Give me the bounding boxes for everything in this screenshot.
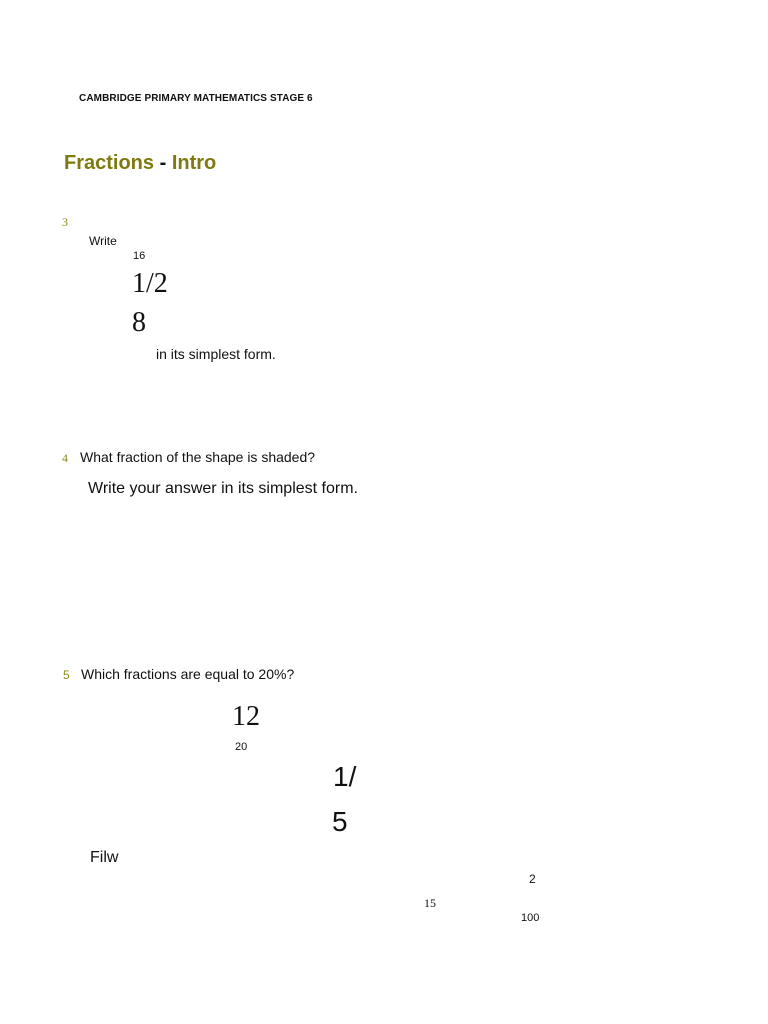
q4-instruction: Write your answer in its simplest form. bbox=[88, 480, 358, 497]
q3-numerator-16: 16 bbox=[133, 250, 146, 262]
q5-value-20: 20 bbox=[235, 741, 248, 753]
q5-value-1-slash: 1/ bbox=[333, 761, 357, 792]
question-number-3: 3 bbox=[62, 215, 68, 229]
q5-value-15: 15 bbox=[424, 896, 436, 910]
title-separator: - bbox=[159, 152, 167, 174]
q3-instruction: in its simplest form. bbox=[156, 346, 276, 362]
q5-question: Which fractions are equal to 20%? bbox=[81, 666, 295, 682]
q4-question: What fraction of the shape is shaded? bbox=[80, 449, 316, 465]
q3-write-label: Write bbox=[89, 234, 117, 248]
question-number-4: 4 bbox=[62, 451, 68, 465]
q3-fraction-half: 1/2 bbox=[132, 268, 168, 299]
title-fractions: Fractions bbox=[64, 152, 155, 174]
q5-value-100: 100 bbox=[521, 912, 540, 924]
title-intro: Intro bbox=[171, 152, 217, 174]
question-number-5: 5 bbox=[63, 668, 70, 682]
q5-value-12: 12 bbox=[232, 701, 260, 732]
q5-value-2: 2 bbox=[529, 872, 536, 886]
q5-fill-label: Filw bbox=[90, 849, 119, 866]
document-header: CAMBRIDGE PRIMARY MATHEMATICS STAGE 6 bbox=[79, 93, 313, 104]
page-title bbox=[64, 153, 216, 173]
q5-value-5: 5 bbox=[332, 806, 348, 837]
q3-denominator-8: 8 bbox=[132, 307, 146, 338]
